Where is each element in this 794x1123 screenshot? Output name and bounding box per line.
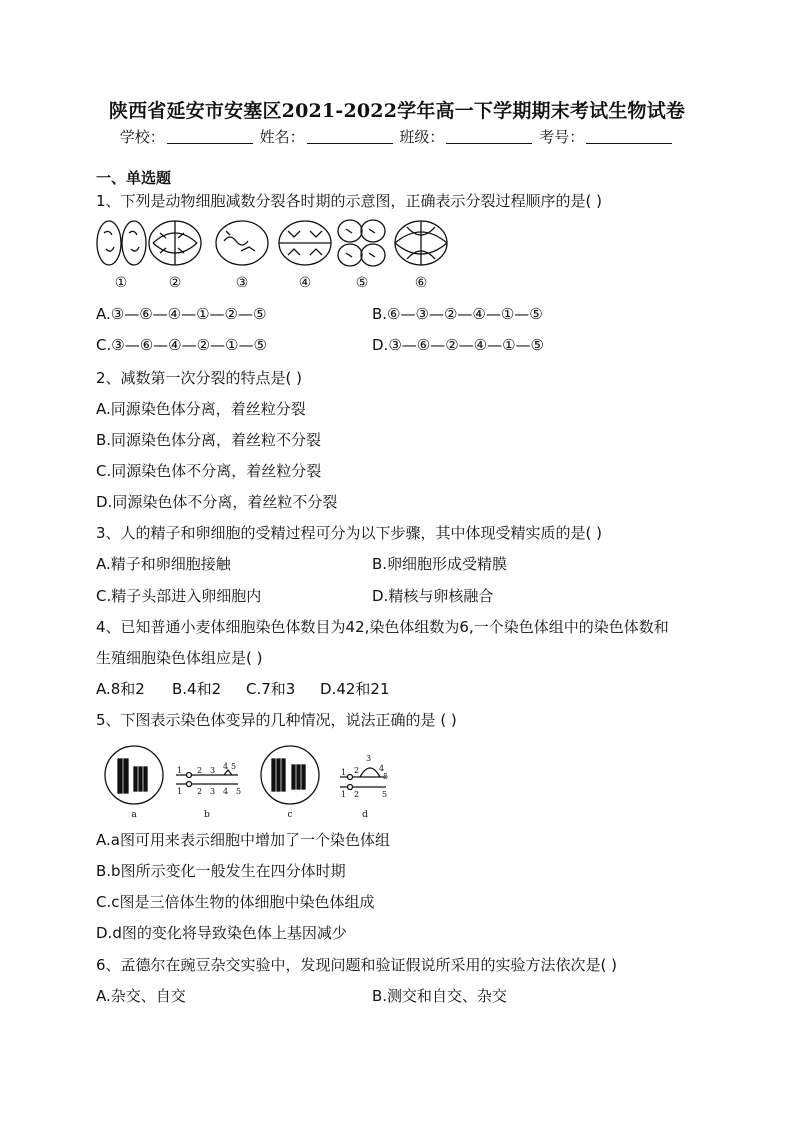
q5-chromosome-variation-figure <box>100 745 400 821</box>
q5-d-top-2: 2 <box>354 766 360 775</box>
q4-stem-line2: 生殖细胞染色体组应是( ) <box>96 649 263 667</box>
name-label: 姓名： <box>259 128 305 146</box>
q5-b-top-5: 5 <box>231 762 237 771</box>
student-info-row <box>0 126 794 147</box>
school-blank[interactable] <box>167 129 253 144</box>
q5-b-bottom-3: 3 <box>210 787 216 796</box>
q5-b-bottom-5: 5 <box>236 787 242 796</box>
q2-option-a[interactable]: A.同源染色体分离，着丝粒分裂 <box>96 400 306 418</box>
q5-b-bottom-2: 2 <box>197 787 203 796</box>
q5-d-bottom-3: 5 <box>382 790 388 799</box>
q6-option-b[interactable]: B.测交和自交、杂交 <box>372 987 508 1005</box>
q5-b-top-2: 2 <box>197 766 203 775</box>
q5-b-bottom-1: 1 <box>177 787 183 796</box>
q1-label-4: ④ <box>298 275 312 291</box>
q5-label-d: d <box>362 810 368 820</box>
q4-option-c[interactable]: C.7和3 <box>246 680 296 698</box>
q3-option-a[interactable]: A.精子和卵细胞接触 <box>96 555 231 573</box>
q4-option-b[interactable]: B.4和2 <box>172 680 222 698</box>
q5-stem: 5、下图表示染色体变异的几种情况，说法正确的是 ( ) <box>96 711 457 729</box>
name-blank[interactable] <box>307 129 393 144</box>
q5-d-top-3: 3 <box>366 754 372 763</box>
q4-option-d[interactable]: D.42和21 <box>320 680 390 698</box>
q5-d-bottom-2: 2 <box>354 790 360 799</box>
number-blank[interactable] <box>586 129 672 144</box>
q3-option-d[interactable]: D.精核与卵核融合 <box>372 587 494 605</box>
q1-label-6: ⑥ <box>414 275 428 291</box>
exam-title: 陕西省延安市安塞区2021-2022学年高一下学期期末考试生物试卷 <box>108 100 686 122</box>
q5-d-bottom-1: 1 <box>341 790 347 799</box>
q1-option-b[interactable]: B.⑥—③—②—④—①—⑤ <box>372 305 543 323</box>
q5-d-top-1: 1 <box>341 768 347 777</box>
q1-option-a[interactable]: A.③—⑥—④—①—②—⑤ <box>96 305 267 323</box>
q5-option-a[interactable]: A.a图可用来表示细胞中增加了一个染色体组 <box>96 831 390 849</box>
q5-b-top-1: 1 <box>177 766 183 775</box>
q1-label-5: ⑤ <box>355 275 369 291</box>
section-heading: 一、单选题 <box>96 169 172 187</box>
q3-option-c[interactable]: C.精子头部进入卵细胞内 <box>96 587 262 605</box>
q5-option-c[interactable]: C.c图是三倍体生物的体细胞中染色体组成 <box>96 893 375 911</box>
q1-cell-division-figure <box>96 217 466 293</box>
q1-label-2: ② <box>168 275 182 291</box>
q5-b-top-4: 4 <box>223 762 229 771</box>
q6-stem: 6、孟德尔在豌豆杂交实验中，发现问题和验证假说所采用的实验方法依次是( ) <box>96 956 618 974</box>
q4-option-a[interactable]: A.8和2 <box>96 680 145 698</box>
q1-stem: 1、下列是动物细胞减数分裂各时期的示意图，正确表示分裂过程顺序的是( ) <box>96 192 603 210</box>
q5-label-b: b <box>204 810 210 820</box>
q5-b-top-3: 3 <box>210 766 216 775</box>
number-label: 考号： <box>539 128 585 146</box>
q5-d-top-4: 4 <box>379 764 385 773</box>
school-label: 学校： <box>119 128 165 146</box>
q2-option-b[interactable]: B.同源染色体分离，着丝粒不分裂 <box>96 431 322 449</box>
q2-stem: 2、减数第一次分裂的特点是( ) <box>96 369 303 387</box>
class-label: 班级： <box>399 128 445 146</box>
q5-b-bottom-4: 4 <box>223 787 229 796</box>
q1-label-1: ① <box>114 275 128 291</box>
q3-option-b[interactable]: B.卵细胞形成受精膜 <box>372 555 508 573</box>
q4-stem-line1: 4、已知普通小麦体细胞染色体数目为42,染色体组数为6,一个染色体组中的染色体数和 <box>96 618 669 636</box>
q5-d-top-5: 5 <box>383 772 389 781</box>
q5-option-d[interactable]: D.d图的变化将导致染色体上基因减少 <box>96 924 347 942</box>
q1-option-d[interactable]: D.③—⑥—②—④—①—⑤ <box>372 336 545 354</box>
q5-option-b[interactable]: B.b图所示变化一般发生在四分体时期 <box>96 862 346 880</box>
q2-option-c[interactable]: C.同源染色体不分离，着丝粒分裂 <box>96 462 322 480</box>
q1-option-c[interactable]: C.③—⑥—④—②—①—⑤ <box>96 336 267 354</box>
q1-label-3: ③ <box>235 275 249 291</box>
q6-option-a[interactable]: A.杂交、自交 <box>96 987 186 1005</box>
q3-stem: 3、人的精子和卵细胞的受精过程可分为以下步骤，其中体现受精实质的是( ) <box>96 524 603 542</box>
q2-option-d[interactable]: D.同源染色体不分离，着丝粒不分裂 <box>96 493 338 511</box>
q5-label-a: a <box>131 810 137 820</box>
class-blank[interactable] <box>446 129 532 144</box>
q5-label-c: c <box>287 810 293 820</box>
